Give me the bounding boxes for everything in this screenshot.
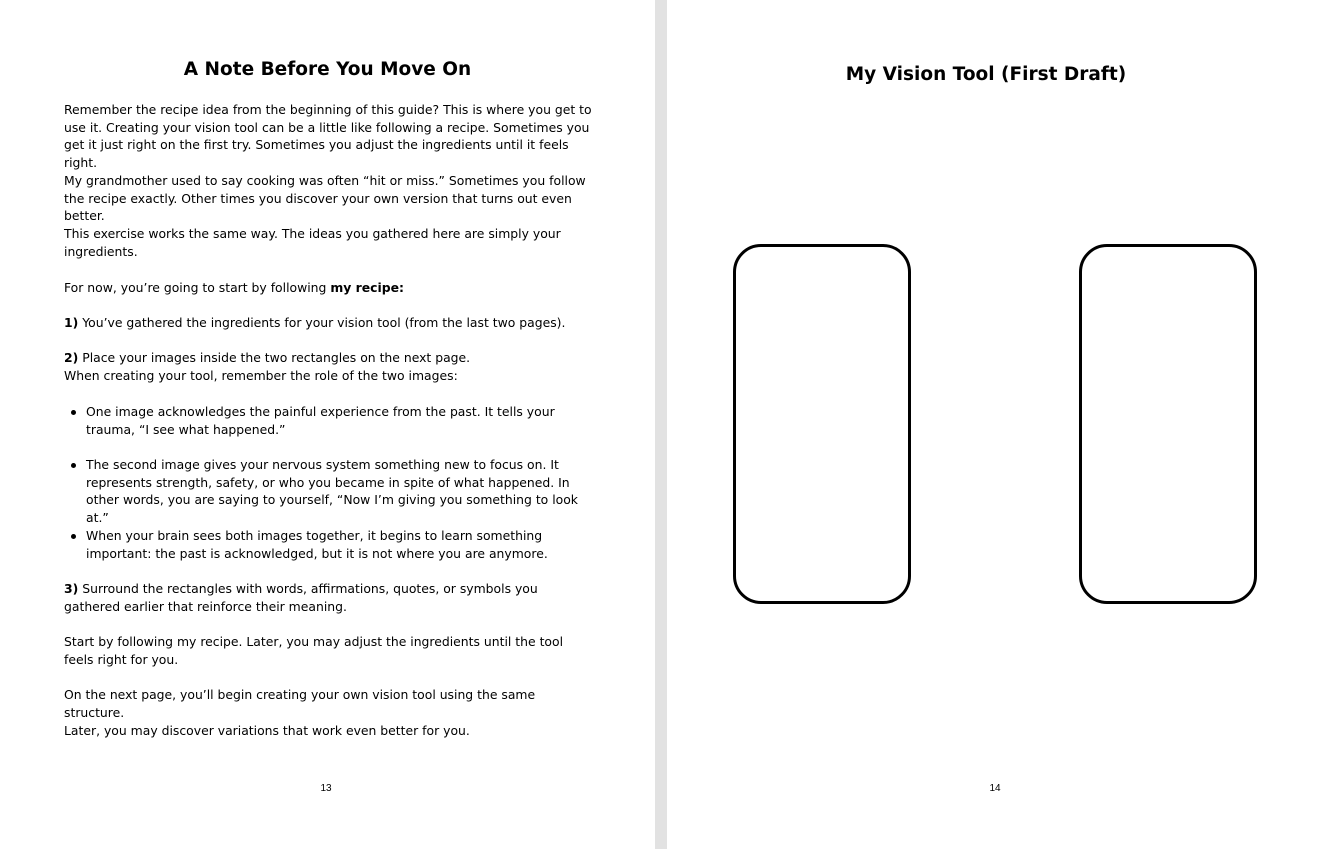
page-13: [0, 0, 655, 849]
page-number: 13: [320, 783, 332, 794]
step-3-body: Surround the rectangles with words, affirmations, quotes, or symbols you gathered earlier that reinforce their meaning.: [64, 581, 538, 614]
later-text: Later, you may discover variations that work even better for you.: [64, 723, 470, 738]
list-item: [64, 456, 592, 526]
intro-paragraph: [64, 101, 592, 171]
page-number: 14: [989, 783, 1001, 794]
step-1-text: [64, 314, 592, 332]
same-way-text: This exercise works the same way. The ideas you gathered here are simply your ingredients.: [64, 226, 561, 259]
start-by-paragraph: [64, 633, 592, 668]
later-paragraph: [64, 722, 592, 740]
grandmother-paragraph: [64, 172, 592, 225]
image-frame-past: [733, 244, 911, 604]
page-title: My Vision Tool (First Draft): [845, 64, 1127, 85]
page-14: [667, 0, 1325, 849]
image-frame-new-focus: [1079, 244, 1257, 604]
bullet-text: The second image gives your nervous system something new to focus on. It represents strength, safety, or who you became in spite of what happened. In other words, you are saying to yourself, “Now I’m giving you something to look at.”: [86, 457, 578, 525]
step-3-paragraph: [64, 580, 592, 615]
list-item: [64, 527, 592, 562]
page-gutter: [655, 0, 667, 849]
bullet-icon: [71, 410, 76, 415]
my-recipe-bold: my recipe:: [330, 280, 404, 295]
for-now-text: [64, 279, 592, 297]
list-item: [64, 403, 592, 438]
next-page-text: On the next page, you’ll begin creating your own vision tool using the same structure.: [64, 687, 536, 720]
step-1-paragraph: [64, 314, 592, 332]
next-page-paragraph: [64, 686, 592, 721]
step-1-number: 1): [64, 315, 79, 330]
for-now-prefix: For now, you’re going to start by following: [64, 280, 331, 295]
bullet-icon: [71, 463, 76, 468]
step-1-body: You’ve gathered the ingredients for your vision tool (from the last two pages).: [78, 315, 566, 330]
bullet-icon: [71, 534, 76, 539]
intro-text: Remember the recipe idea from the beginning of this guide? This is where you get to use it. Creating your vision tool can be a little like following a recipe. Sometimes you get it just right on the first try. Sometimes you adjust the ingredients until it feels right.: [64, 102, 592, 170]
step-2-number: 2): [64, 350, 79, 365]
step-3-number: 3): [64, 581, 79, 596]
step-3-text: [64, 580, 592, 615]
step-2-line-2: When creating your tool, remember the role of the two images:: [64, 367, 458, 383]
bullet-text: One image acknowledges the painful experience from the past. It tells your trauma, “I see what happened.”: [86, 404, 555, 437]
step-2-text: [64, 349, 592, 367]
for-now-paragraph: [64, 279, 592, 297]
page-title: A Note Before You Move On: [183, 59, 472, 80]
step-2-paragraph: [64, 349, 592, 384]
bullet-text: When your brain sees both images together, it begins to learn something important: the past is acknowledged, but it is not where you are anymore.: [86, 528, 548, 561]
step-2-body: Place your images inside the two rectangles on the next page.: [78, 350, 471, 365]
start-by-text: Start by following my recipe. Later, you may adjust the ingredients until the tool feels right for you.: [64, 634, 564, 667]
same-way-paragraph: [64, 225, 592, 260]
grandmother-text: My grandmother used to say cooking was often “hit or miss.” Sometimes you follow the recipe exactly. Other times you discover your own version that turns out even better.: [64, 173, 586, 223]
